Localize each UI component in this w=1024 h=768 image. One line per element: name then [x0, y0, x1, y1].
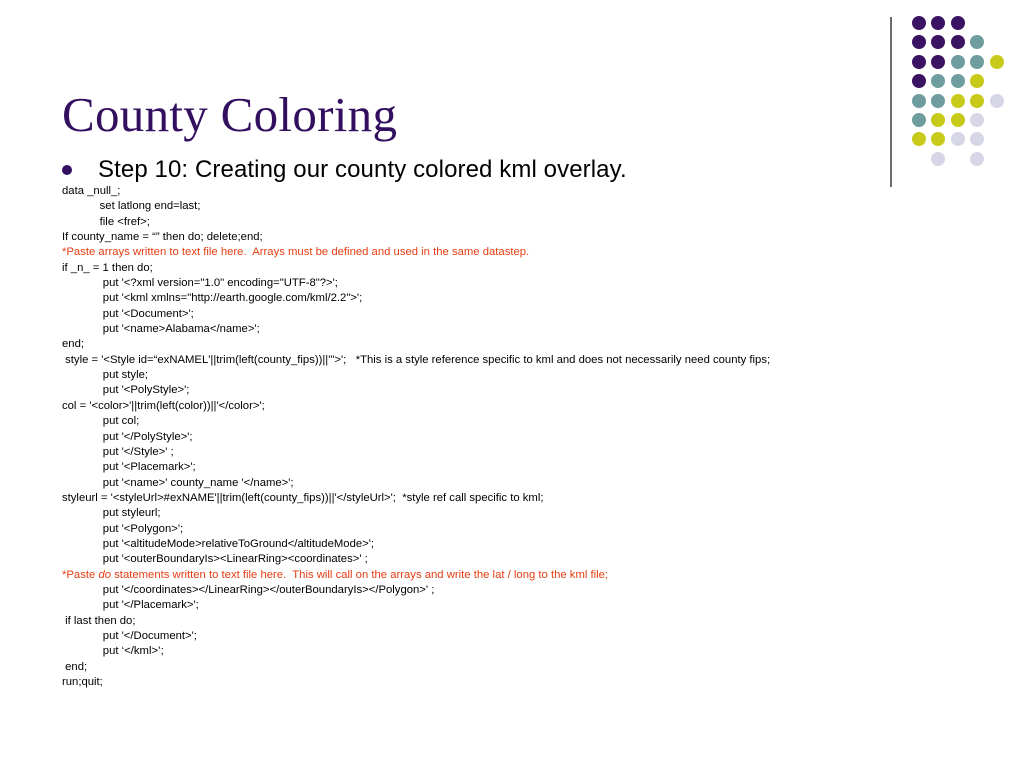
- dot-purple: [912, 74, 926, 88]
- dot-lime: [970, 74, 984, 88]
- code-line: col = '<color>'||trim(left(color))||'</color>';: [62, 399, 265, 412]
- code-line: put '<kml xmlns="http://earth.google.com/kml/2.2">';: [62, 292, 363, 305]
- dot-lime: [951, 94, 965, 108]
- code-line: run;quit;: [62, 676, 103, 688]
- dot-teal: [951, 74, 965, 88]
- code-block: [62, 184, 1012, 690]
- code-line: put '<name>' county_name '</name>';: [62, 476, 294, 489]
- dot-lime: [912, 132, 926, 146]
- code-line: put '</coordinates></LinearRing></outerBoundaryIs></Polygon>' ;: [62, 583, 435, 596]
- dot-lavender: [951, 132, 965, 146]
- dot-purple: [931, 55, 945, 69]
- vertical-divider: [890, 17, 892, 187]
- code-line: data _null_;: [62, 185, 121, 197]
- dot-lime: [931, 132, 945, 146]
- dot-teal: [951, 55, 965, 69]
- code-line: put '<Polygon>';: [62, 522, 184, 535]
- dot-lavender: [990, 94, 1004, 108]
- code-fragment: *Paste: [62, 568, 99, 581]
- dot-purple: [951, 16, 965, 30]
- code-line: put style;: [62, 369, 149, 382]
- code-line: put styleurl;: [62, 507, 161, 520]
- code-fragment: do: [98, 568, 112, 581]
- code-line: put '</Placemark>';: [62, 599, 199, 612]
- code-line: put '<name>Alabama</name>';: [62, 323, 260, 336]
- code-comment-line: *Paste arrays written to text file here. Arrays must be defined and used in the same datastep.: [62, 246, 530, 259]
- code-line: styleurl = '<styleUrl>#exNAME'||trim(left(county_fips))||'</styleUrl>'; *style ref call specific to kml;: [62, 491, 544, 504]
- code-line: put col;: [62, 415, 140, 428]
- code-line: style = '<Style id=“exNAMEL'||trim(left(county_fips))||'">'; *This is a style reference specific to kml and does not necessarily need county fips;: [62, 353, 771, 366]
- dot-lavender: [970, 113, 984, 127]
- dot-teal: [970, 35, 984, 49]
- dot-lavender: [970, 132, 984, 146]
- dot-purple: [931, 35, 945, 49]
- dot-purple: [951, 35, 965, 49]
- dot-teal: [970, 55, 984, 69]
- dot-lime: [990, 55, 1004, 69]
- code-line: put '</Document>';: [62, 629, 197, 642]
- code-line: end;: [62, 338, 84, 351]
- dot-lime: [951, 113, 965, 127]
- slide-title: County Coloring: [62, 87, 398, 142]
- code-line: put '<outerBoundaryIs><LinearRing><coordinates>' ;: [62, 553, 368, 566]
- dot-purple: [931, 16, 945, 30]
- code-line: put '<Placemark>';: [62, 461, 196, 474]
- code-line: end;: [62, 660, 88, 673]
- code-fragment: statements written to text file here. This will call on the arrays and write the lat / long to the kml file;: [111, 568, 609, 581]
- code-line: put '<PolyStyle>';: [62, 384, 190, 397]
- dot-lavender: [931, 152, 945, 166]
- dot-teal: [912, 113, 926, 127]
- code-line: If county_name = “” then do; delete;end;: [62, 231, 263, 244]
- code-line: put '<Document>';: [62, 307, 194, 320]
- dot-teal: [931, 74, 945, 88]
- code-line: if _n_ = 1 then do;: [62, 261, 153, 274]
- code-line: set latlong end=last;: [62, 200, 201, 213]
- dot-lavender: [970, 152, 984, 166]
- code-line: file <fref>;: [62, 215, 150, 228]
- code-line: put '<?xml version="1.0" encoding="UTF-8"?>';: [62, 277, 338, 290]
- dot-purple: [912, 55, 926, 69]
- dot-purple: [912, 16, 926, 30]
- code-line: put ‘</kml>’;: [62, 645, 164, 658]
- dot-lime: [970, 94, 984, 108]
- bullet-item: [62, 155, 627, 185]
- bullet-text: Step 10: Creating our county colored kml overlay.: [98, 156, 627, 183]
- dot-teal: [931, 94, 945, 108]
- code-line: put '<altitudeMode>relativeToGround</altitudeMode>';: [62, 537, 375, 550]
- dot-teal: [912, 94, 926, 108]
- code-comment-line: [62, 568, 1012, 583]
- bullet-dot-icon: [62, 165, 72, 175]
- code-line: put '</Style>' ;: [62, 445, 174, 458]
- code-line: if last then do;: [62, 614, 136, 627]
- code-line: put '</PolyStyle>';: [62, 430, 193, 443]
- dot-lime: [931, 113, 945, 127]
- dot-purple: [912, 35, 926, 49]
